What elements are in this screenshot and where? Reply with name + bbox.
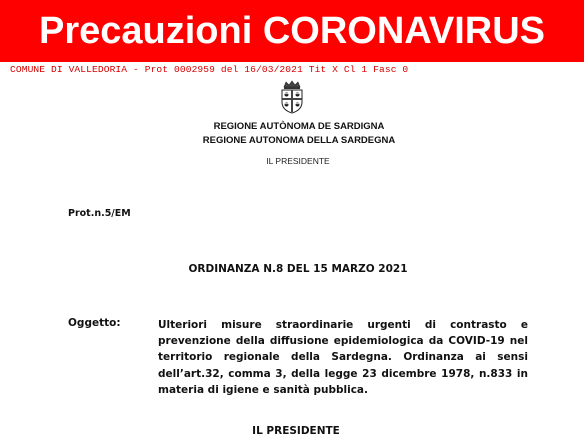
office-title: IL PRESIDENTE [266,156,330,166]
subject-text [158,317,528,398]
subject-label: Oggetto: [68,317,121,329]
protocol-number: Prot.n.5/EM [68,208,131,219]
closing-heading: IL PRESIDENTE [252,425,340,437]
header-banner [0,0,584,62]
protocol-stamp: COMUNE DI VALLEDORIA - Prot 0002959 del 16/03/2021 Tit X Cl 1 Fasc 0 [10,64,409,75]
region-name-sardinian: REGIONE AUTÒNOMA DE SARDIGNA [213,121,385,132]
subject-line: materia di igiene e sanità pubblica. [158,383,369,396]
subject-line: Ulteriori misure straordinarie urgenti di contrasto e [158,319,528,331]
banner-title: Precauzioni CORONAVIRUS [38,9,546,52]
sardinia-coat-of-arms-icon [278,80,306,114]
subject-line: prevenzione della diffusione epidemiologica da COVID-19 nel [158,335,528,348]
subject-line: territorio regionale della Sardegna. Ordinanza ai sensi [158,351,528,364]
region-name-italian: REGIONE AUTONOMA DELLA SARDEGNA [202,135,396,146]
subject-line: dell’art.32, comma 3, della legge 23 dicembre 1978, n.833 in [158,367,528,380]
ordinance-title: ORDINANZA N.8 DEL 15 MARZO 2021 [188,263,408,275]
